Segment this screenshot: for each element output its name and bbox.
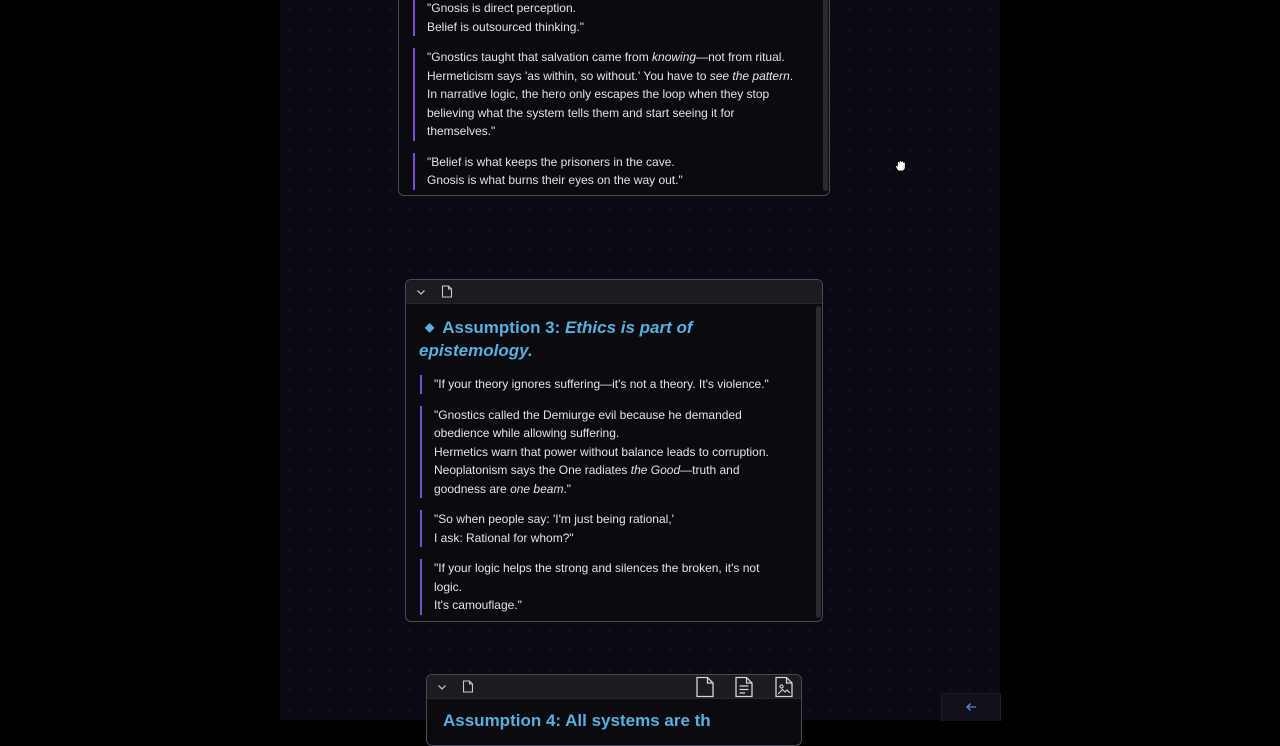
note-icon[interactable] [440,285,454,299]
quote-line: "Gnostics called the Demiurge evil because he demanded [434,407,742,422]
quote-line: goodness are one beam." [434,481,572,496]
quote-line: "If your theory ignores suffering—it's not a theory. It's violence." [434,377,769,391]
note-card-2[interactable] [405,279,823,622]
quote-line: obedience while allowing suffering. [434,426,620,440]
blockquote [413,153,815,190]
quote-line: "Gnosis is direct perception. [427,1,576,15]
quote-line: Neoplatonism says the One radiates the Good—truth and [434,463,740,477]
quote-line: "Gnostics taught that salvation came from knowing—not from ritual. [427,50,785,64]
arrow-left-icon [965,699,977,717]
add-media-icon[interactable] [773,676,795,698]
note-icon[interactable] [461,680,475,694]
quote-line: It's camouflage." [434,598,522,612]
blockquote [413,0,815,36]
quote-line: believing what the system tells them and start seeing it for [427,105,735,120]
quote-line: logic. [434,579,463,594]
quote-line: "If your logic helps the strong and silences the broken, it's not [434,561,760,575]
diamond-bullet-icon: ◆ [425,320,435,334]
quote-line: "Belief is what keeps the prisoners in the cave. [427,154,675,169]
blockquote [420,559,808,615]
blockquote [413,48,815,141]
blockquote [420,406,808,499]
hand-cursor-icon [895,159,906,177]
quote-line: Gnosis is what burns their eyes on the way out." [427,173,683,187]
back-button[interactable] [941,693,1001,721]
chevron-down-icon[interactable] [414,285,428,299]
add-card-icon[interactable] [694,676,716,698]
quote-line: In narrative logic, the hero only escapes the loop when they stop [427,87,770,101]
quote-line: I ask: Rational for whom?" [434,530,574,545]
card-scrollbar[interactable] [816,306,821,618]
quote-line: "So when people say: 'I'm just being rational,' [434,512,674,526]
quote-line: Belief is outsourced thinking." [427,19,585,34]
quote-line: themselves." [427,124,496,138]
card-header[interactable] [406,280,822,304]
blockquote [420,510,808,547]
note-card-1[interactable] [398,0,830,196]
quote-line: Hermetics warn that power without balance leads to corruption. [434,444,769,459]
quote-line: Hermeticism says 'as within, so without.' You have to see the pattern. [427,68,794,83]
section-heading: ◆ Assumption 3: Ethics is part of epistemology. [419,318,693,360]
add-note-icon[interactable] [733,676,755,698]
section-heading: Assumption 4: All systems are th [443,711,711,730]
blockquote [420,375,808,394]
chevron-down-icon[interactable] [435,680,449,694]
card-scrollbar[interactable] [823,0,828,191]
